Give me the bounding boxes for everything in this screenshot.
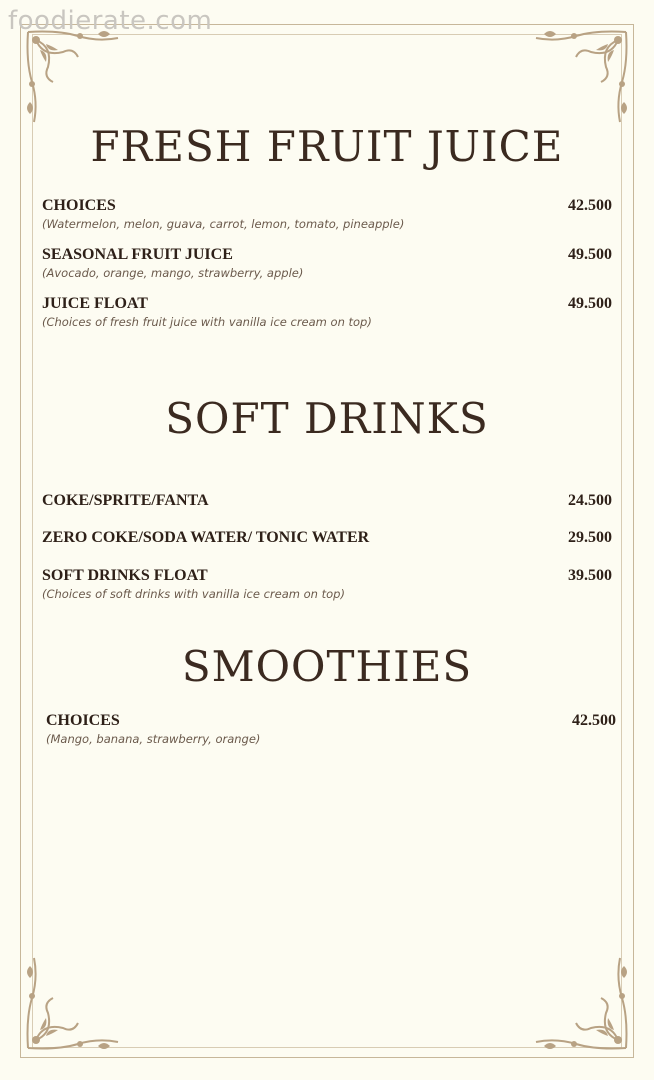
corner-ornament-icon — [18, 22, 128, 132]
item-description: (Avocado, orange, mango, strawberry, apple) — [42, 266, 304, 280]
watermark: foodierate.com — [8, 6, 213, 36]
section-title-soft-drinks: SOFT DRINKS — [165, 394, 489, 443]
item-name: COKE/SPRITE/FANTA — [42, 492, 209, 509]
item-name: ZERO COKE/SODA WATER/ TONIC WATER — [42, 529, 370, 546]
item-price: 39.500 — [568, 567, 612, 584]
item-name: CHOICES — [46, 712, 120, 729]
menu-item — [42, 295, 612, 329]
menu-item — [42, 246, 612, 280]
menu-item — [46, 712, 616, 746]
item-description: (Mango, banana, strawberry, orange) — [46, 732, 261, 746]
corner-ornament-icon — [18, 948, 128, 1058]
item-price: 24.500 — [568, 492, 612, 509]
item-name: SOFT DRINKS FLOAT — [42, 567, 208, 584]
item-price: 29.500 — [568, 529, 612, 546]
item-price: 49.500 — [568, 295, 612, 312]
section-title-fresh-fruit-juice: FRESH FRUIT JUICE — [90, 122, 564, 171]
corner-ornament-icon — [526, 948, 636, 1058]
item-description: (Choices of fresh fruit juice with vanilla ice cream on top) — [42, 315, 372, 329]
menu-item — [42, 567, 612, 601]
item-name: SEASONAL FRUIT JUICE — [42, 246, 233, 263]
item-name: JUICE FLOAT — [42, 295, 148, 312]
item-price: 49.500 — [568, 246, 612, 263]
item-price: 42.500 — [568, 197, 612, 214]
menu-item — [42, 529, 612, 547]
item-price: 42.500 — [572, 712, 616, 729]
section-title-smoothies: SMOOTHIES — [181, 642, 473, 691]
item-name: CHOICES — [42, 197, 116, 214]
item-description: (Choices of soft drinks with vanilla ice cream on top) — [42, 587, 345, 601]
menu-item — [42, 492, 612, 510]
item-description: (Watermelon, melon, guava, carrot, lemon, tomato, pineapple) — [42, 217, 405, 231]
corner-ornament-icon — [526, 22, 636, 132]
menu-item — [42, 197, 612, 231]
